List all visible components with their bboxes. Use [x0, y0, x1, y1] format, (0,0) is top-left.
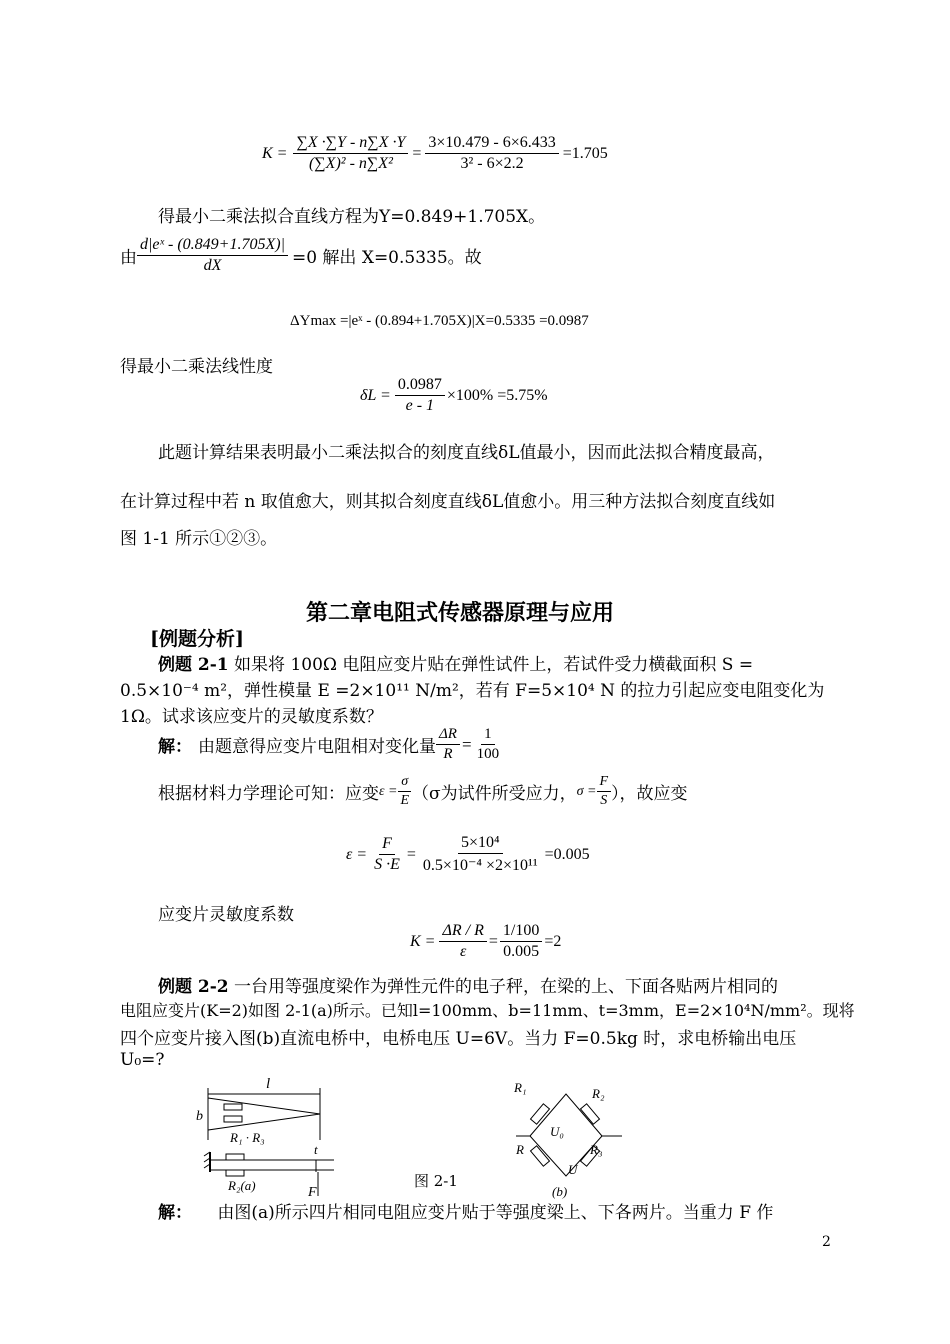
fig-a-gauge-2: [224, 1116, 242, 1122]
fig-a-r13: R₁ · R₃: [230, 1130, 265, 1145]
ex22-line-2: 电阻应变片(K=2)如图 2-1(a)所示。已知l=100mm、b=11mm、t=3mm，E=2×10⁴N/mm²。现将: [120, 1001, 855, 1020]
ex21-line-3: 1Ω。试求该应变片的灵敏度系数？: [120, 707, 383, 727]
ex21-sol-frac: [436, 726, 460, 763]
conclusion-line-2: 在计算过程中若 n 取值愈大，则其拟合刻度直线δL值愈小。用三种方法拟合刻度直线如: [120, 492, 776, 512]
fig-a-b: b: [196, 1109, 203, 1124]
derive-fraction: [137, 236, 288, 275]
derive-num: d|eˣ - (0.849+1.705X)|: [137, 236, 288, 256]
eq-k-frac: [439, 922, 486, 961]
ex21-theory-sigma: σ =: [576, 783, 597, 799]
eq-k-lhs: K =: [410, 932, 436, 950]
ex21-sol-frac-den: R: [443, 746, 453, 762]
fig-a-t: t: [314, 1142, 318, 1157]
ex21-sol-frac2-den: 100: [476, 746, 500, 762]
eq-strain: ε = $\frac{F}{S \cdot E}$ = $\frac{\text{5×10⁴}}{\text{0.5×10⁻⁴ ×2×10¹¹}}$ =0.005: [346, 834, 590, 874]
ex22-line-1: [158, 972, 778, 997]
ex21-theory-a: 根据材料力学理论可知：应变: [158, 784, 379, 804]
section-label: [例题分析]: [150, 628, 244, 650]
fig-a-gauge-1: [224, 1104, 242, 1110]
derive-suffix: =0 解出 X=0.5335。故: [291, 248, 482, 268]
ex21-theory-eps: ε =: [379, 783, 398, 799]
eq-lhs: K =: [262, 144, 288, 162]
eq-k-result: =2: [544, 932, 562, 950]
fig-b-r2: R₂: [592, 1086, 605, 1101]
eq-strain-lhs: ε =: [346, 845, 368, 863]
eq-k-gauge: K = $\frac{\Delta R / R}{\varepsilon}$ = $\frac{1/100}{0.005}$ =2: [410, 922, 562, 960]
ex21-theory-frac-num: σ: [398, 774, 411, 792]
conclusion-line-1: 此题计算结果表明最小二乘法拟合的刻度直线δL值最小，因而此法拟合精度最高，: [158, 443, 775, 463]
ex21-theory-b: （σ为试件所受应力，: [412, 784, 577, 804]
eq-strain-result: =0.005: [544, 845, 590, 863]
ex21-theory-frac2: [597, 774, 612, 809]
delta-l-fraction: [395, 376, 445, 415]
eq-strain-den2: 0.5×10⁻⁴ ×2×10¹¹: [422, 857, 538, 874]
chapter-title: 第二章电阻式传感器原理与应用: [306, 601, 615, 626]
ex21-sol-frac-num: ΔR: [436, 726, 460, 745]
eq-result: =1.705: [562, 144, 608, 162]
eq-numerator-values: 3×10.479 - 6×6.433: [425, 134, 558, 154]
ex22-line-3: 四个应变片接入图(b)直流电桥中，电桥电压 U=6V。当力 F=0.5kg 时，求电桥输出电压: [120, 1029, 797, 1049]
fig-b-label: (b): [552, 1184, 568, 1199]
fig-a-r2: R₂(a): [228, 1178, 256, 1193]
fig-b-u0: U₀: [550, 1124, 564, 1139]
ex21-sol-text: 由题意得应变片电阻相对变化量: [198, 737, 436, 757]
delta-l-rhs: ×100% =5.75%: [446, 386, 548, 404]
ex21-sol-frac2: [474, 726, 503, 763]
ex22-label: 例题 2-2: [158, 977, 229, 997]
ex21-sol-frac2-num: 1: [481, 726, 495, 745]
delta-l-den: e - 1: [405, 397, 435, 414]
eq-k-den2: 0.005: [503, 943, 540, 960]
ex22-sol-label: 解：: [158, 1203, 192, 1223]
fig-b-u: U: [568, 1162, 578, 1177]
ex21-sol-label: 解：: [158, 737, 192, 757]
eq-fraction-values: [425, 134, 558, 173]
fig-b-r4: R: [516, 1142, 524, 1157]
ex21-theory-frac: [397, 774, 412, 809]
ex21-solution-line: [158, 726, 502, 763]
ex22-sol-text: 由图(a)所示四片相同电阻应变片贴于等强度梁上、下各两片。当重力 F 作: [217, 1203, 774, 1223]
eq-strain-num: F: [379, 835, 395, 855]
eq-denominator: (∑X)² - n∑X²: [308, 155, 393, 172]
delta-l-num: 0.0987: [395, 376, 445, 396]
ex22-text-1: 一台用等强度梁作为弹性元件的电子秤，在梁的上、下面各贴两片相同的: [228, 977, 779, 997]
ex22-line-4: U₀=?: [120, 1050, 165, 1070]
ex21-label: 例题 2-1: [158, 655, 229, 675]
derive-den: dX: [203, 257, 222, 274]
fig-b-r1: R₁: [514, 1080, 527, 1095]
ex21-sol-eq: =: [461, 734, 472, 754]
delta-y-max-equation: ΔYmax =|eˣ - (0.894+1.705X)|X=0.5335 =0.0987: [290, 313, 589, 329]
fig-b-r3: R₃: [590, 1142, 603, 1157]
eq-numerator: ∑X ·∑Y - n∑X ·Y: [293, 134, 408, 154]
ex21-theory-frac2-num: F: [597, 774, 612, 792]
fig-a-f: F: [308, 1185, 317, 1200]
eq-denominator-values: 3² - 6×2.2: [460, 155, 524, 172]
ex21-text-1: 如果将 100Ω 电阻应变片贴在弹性试件上，若试件受力横截面积 S =: [228, 655, 754, 675]
ex21-theory-line: [158, 774, 688, 809]
ex21-theory-c: ），故应变: [611, 784, 688, 804]
conclusion-line-3: 图 1-1 所示①②③。: [120, 529, 278, 549]
eq-k-num: ΔR / R: [439, 922, 486, 942]
eq-strain-frac2: [420, 834, 541, 875]
derivative-equation: [120, 236, 482, 275]
ex21-line-2: 0.5×10⁻⁴ m²，弹性模量 E =2×10¹¹ N/m²，若有 F=5×10⁴ N 的拉力引起应变电阻变化为: [120, 681, 825, 701]
lsq-line-text: 得最小二乘法拟合直线方程为Y=0.849+1.705X。: [158, 207, 546, 227]
eq-k-frac2: [500, 922, 542, 961]
figure-2-1-a: [190, 1072, 350, 1200]
delta-l-lhs: δL =: [360, 386, 391, 404]
ex22-solution: [158, 1198, 773, 1223]
ex21-line-1: [158, 650, 753, 675]
eq-strain-num2: 5×10⁴: [458, 834, 503, 854]
eq-fraction: [293, 134, 408, 173]
eq-k-den: ε: [460, 943, 467, 960]
page-number: 2: [822, 1234, 831, 1250]
equation-k-fit: K = $\frac{\sum X \cdot\sum Y - n\sum X \cdot Y}{\text{(∑X)² - n∑X²}}$ = $\frac{3\times 10.479 - 6\times 6.433}{\text{3² - 6×2.2}}$ =1.705: [262, 134, 608, 172]
linearity-label: 得最小二乘法线性度: [120, 357, 273, 377]
delta-l-equation: [360, 376, 548, 415]
eq-strain-den: S ·E: [374, 856, 400, 873]
eq-k-num2: 1/100: [500, 922, 542, 942]
ex21-theory-frac-den: E: [400, 793, 410, 808]
figure-2-1-b: [506, 1076, 636, 1200]
figure-caption: 图 2-1: [414, 1172, 458, 1190]
ex21-theory-frac2-den: S: [600, 793, 608, 808]
eq-strain-frac: [371, 835, 403, 874]
fig-a-l: l: [266, 1076, 271, 1092]
k-label: 应变片灵敏度系数: [158, 905, 294, 925]
derive-prefix: 由: [120, 248, 137, 268]
